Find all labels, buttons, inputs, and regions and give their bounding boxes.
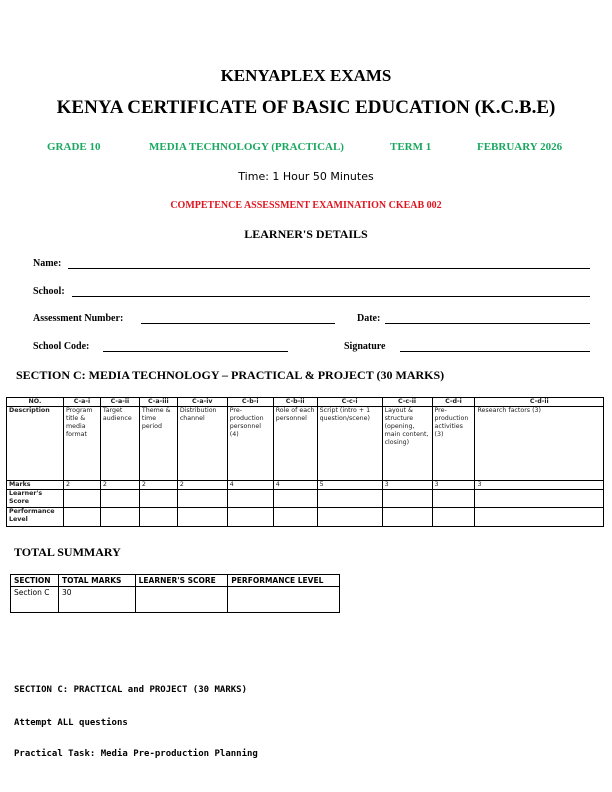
score-cell[interactable] xyxy=(139,490,177,508)
learner-details-heading: LEARNER'S DETAILS xyxy=(244,227,368,241)
table-cell: Theme & time period xyxy=(139,407,177,481)
table-header: PERFORMANCE LEVEL xyxy=(228,575,340,587)
table-header-row xyxy=(7,398,604,407)
table-cell: 4 xyxy=(227,481,273,490)
score-cell[interactable] xyxy=(273,490,317,508)
table-header: C-c-i xyxy=(317,398,382,407)
table-header: C-a-iii xyxy=(139,398,177,407)
level-cell[interactable] xyxy=(228,587,340,613)
marks-table xyxy=(6,397,604,527)
section-title: SECTION C: MEDIA TECHNOLOGY – PRACTICAL & PROJECT (30 MARKS) xyxy=(16,368,445,382)
row-label: Marks xyxy=(7,481,64,490)
school-label: School: xyxy=(33,286,65,297)
summary-row xyxy=(11,587,340,613)
row-label: Learner's Score xyxy=(7,490,64,508)
level-cell[interactable] xyxy=(475,508,604,527)
row-label: Description xyxy=(7,407,64,481)
table-cell: 3 xyxy=(432,481,475,490)
school-field[interactable] xyxy=(72,296,590,297)
name-label: Name: xyxy=(33,258,62,269)
date-field[interactable] xyxy=(385,323,590,324)
table-cell: 2 xyxy=(63,481,100,490)
table-header: C-a-ii xyxy=(100,398,139,407)
table-cell: Layout & structure (opening, main content, closing) xyxy=(382,407,432,481)
score-cell[interactable] xyxy=(63,490,100,508)
table-header: C-d-i xyxy=(432,398,475,407)
table-cell: Pre-production activities (3) xyxy=(432,407,475,481)
signature-field[interactable] xyxy=(400,351,590,352)
exam-date: FEBRUARY 2026 xyxy=(477,141,563,153)
table-cell: 5 xyxy=(317,481,382,490)
performance-level-row xyxy=(7,508,604,527)
table-header: C-a-i xyxy=(63,398,100,407)
exam-org: KENYAPLEX EXAMS xyxy=(220,66,392,85)
assessment-number-field[interactable] xyxy=(141,323,335,324)
table-header: C-b-ii xyxy=(273,398,317,407)
score-cell[interactable] xyxy=(177,490,227,508)
level-cell[interactable] xyxy=(139,508,177,527)
level-cell[interactable] xyxy=(382,508,432,527)
score-cell[interactable] xyxy=(475,490,604,508)
table-header: C-c-ii xyxy=(382,398,432,407)
table-header: NO. xyxy=(7,398,64,407)
instructions-heading: SECTION C: PRACTICAL and PROJECT (30 MARKS) xyxy=(14,685,247,695)
table-cell: Pre-production personnel (4) xyxy=(227,407,273,481)
level-cell[interactable] xyxy=(63,508,100,527)
level-cell[interactable] xyxy=(317,508,382,527)
table-cell: 3 xyxy=(382,481,432,490)
table-header: SECTION xyxy=(11,575,59,587)
table-cell: 30 xyxy=(58,587,135,613)
score-cell[interactable] xyxy=(382,490,432,508)
level-cell[interactable] xyxy=(273,508,317,527)
attempt-all: Attempt ALL questions xyxy=(14,718,128,728)
score-cell[interactable] xyxy=(135,587,228,613)
table-cell: Section C xyxy=(11,587,59,613)
table-cell: 4 xyxy=(273,481,317,490)
table-header: C-d-ii xyxy=(475,398,604,407)
table-cell: Target audience xyxy=(100,407,139,481)
subject: MEDIA TECHNOLOGY (PRACTICAL) xyxy=(149,141,344,153)
table-cell: Program title & media format xyxy=(63,407,100,481)
level-cell[interactable] xyxy=(100,508,139,527)
table-cell: 2 xyxy=(100,481,139,490)
time-allowed: Time: 1 Hour 50 Minutes xyxy=(238,170,374,183)
learner-score-row xyxy=(7,490,604,508)
level-cell[interactable] xyxy=(177,508,227,527)
marks-row xyxy=(7,481,604,490)
exam-title: KENYA CERTIFICATE OF BASIC EDUCATION (K.C.B.E) xyxy=(56,97,556,118)
table-header: TOTAL MARKS xyxy=(58,575,135,587)
term: TERM 1 xyxy=(390,141,432,153)
summary-table xyxy=(10,574,340,613)
table-cell: 3 xyxy=(475,481,604,490)
signature-label: Signature xyxy=(344,341,386,352)
date-label: Date: xyxy=(357,313,381,324)
score-cell[interactable] xyxy=(317,490,382,508)
summary-title: TOTAL SUMMARY xyxy=(14,545,121,559)
table-cell: Script (intro + 1 question/scene) xyxy=(317,407,382,481)
level-cell[interactable] xyxy=(227,508,273,527)
score-cell[interactable] xyxy=(432,490,475,508)
table-cell: Role of each personnel xyxy=(273,407,317,481)
score-cell[interactable] xyxy=(100,490,139,508)
score-cell[interactable] xyxy=(227,490,273,508)
level-cell[interactable] xyxy=(432,508,475,527)
table-header: LEARNER'S SCORE xyxy=(135,575,228,587)
table-cell: Research factors (3) xyxy=(475,407,604,481)
table-header: C-b-i xyxy=(227,398,273,407)
summary-header-row xyxy=(11,575,340,587)
table-header: C-a-iv xyxy=(177,398,227,407)
table-cell: 2 xyxy=(177,481,227,490)
row-label: Performance Level xyxy=(7,508,64,527)
practical-task: Practical Task: Media Pre-production Planning xyxy=(14,749,258,759)
school-code-label: School Code: xyxy=(33,341,90,352)
name-field[interactable] xyxy=(68,268,590,269)
table-cell: Distribution channel xyxy=(177,407,227,481)
grade: GRADE 10 xyxy=(47,141,101,153)
exam-code: COMPETENCE ASSESSMENT EXAMINATION CKEAB 002 xyxy=(170,200,442,211)
description-row xyxy=(7,407,604,481)
school-code-field[interactable] xyxy=(103,351,288,352)
table-cell: 2 xyxy=(139,481,177,490)
assessment-number-label: Assessment Number: xyxy=(33,313,124,324)
